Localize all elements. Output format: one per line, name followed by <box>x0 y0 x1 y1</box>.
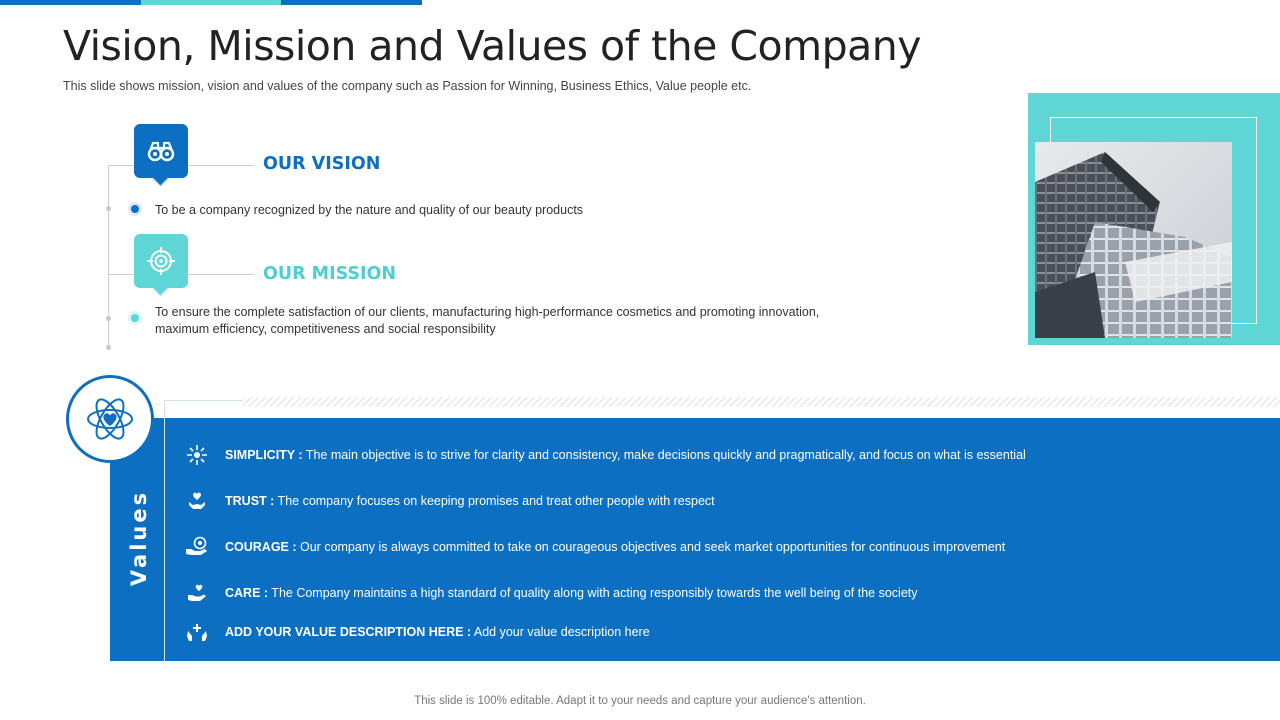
value-row-care <box>185 581 918 605</box>
value-description: The Company maintains a high standard of quality along with acting responsibly towards the well being of the society <box>268 586 918 600</box>
timeline-dot <box>106 206 111 211</box>
hands-plus-icon <box>185 620 209 644</box>
value-label: CARE : <box>225 586 269 600</box>
vision-heading: OUR VISION <box>263 154 381 174</box>
values-divider-line <box>164 400 243 401</box>
value-description: The company focuses on keeping promises and treat other people with respect <box>274 494 715 508</box>
target-icon <box>146 246 176 276</box>
connector-line <box>188 165 254 166</box>
binoculars-icon <box>146 136 176 166</box>
sparkle-icon <box>185 443 209 467</box>
vision-icon-box <box>134 124 188 178</box>
mission-bullet <box>131 314 139 322</box>
timeline-dot <box>106 316 111 321</box>
value-label: SIMPLICITY : <box>225 448 303 462</box>
value-row-trust <box>185 489 715 513</box>
accent-segment-blue <box>0 0 141 5</box>
value-label: ADD YOUR VALUE DESCRIPTION HERE : <box>225 625 472 639</box>
top-accent-bar <box>0 0 422 5</box>
value-row-simplicity <box>185 443 1026 467</box>
value-description: Our company is always committed to take on courageous objectives and seek market opportunities for continuous improvement <box>296 540 1006 554</box>
timeline-line <box>108 165 109 350</box>
accent-segment-teal <box>141 0 282 5</box>
hand-target-icon <box>185 535 209 559</box>
value-description: The main objective is to strive for clarity and consistency, make decisions quickly and pragmatically, and focus on what is essential <box>302 448 1026 462</box>
value-label: COURAGE : <box>225 540 297 554</box>
value-row-custom <box>185 620 650 644</box>
value-row-courage <box>185 535 1005 559</box>
timeline-dot <box>106 345 111 350</box>
hand-heart-icon <box>185 489 209 513</box>
value-label: TRUST : <box>225 494 275 508</box>
value-description: Add your value description here <box>471 625 650 639</box>
hand-care-icon <box>185 581 209 605</box>
slide-subtitle: This slide shows mission, vision and values of the company such as Passion for Winning, Business Ethics, Value people etc. <box>63 79 752 93</box>
building-photo <box>1035 142 1232 338</box>
vision-text: To be a company recognized by the nature and quality of our beauty products <box>155 203 584 217</box>
connector-line <box>188 274 254 275</box>
vision-bullet <box>131 205 139 213</box>
mission-text: To ensure the complete satisfaction of our clients, manufacturing high-performance cosmetics and promoting innovation, maximum efficiency, competitiveness and social responsibility <box>155 305 820 336</box>
slide-title: Vision, Mission and Values of the Company <box>63 22 921 70</box>
connector-line <box>108 274 134 275</box>
atom-heart-icon <box>85 394 135 444</box>
accent-segment-blue <box>281 0 422 5</box>
mission-icon-box <box>134 234 188 288</box>
values-icon-circle <box>66 375 154 463</box>
values-divider-line <box>164 400 165 661</box>
connector-line <box>108 165 134 166</box>
mission-heading: OUR MISSION <box>263 264 397 284</box>
values-vertical-label: Values <box>127 489 151 587</box>
slide-footer: This slide is 100% editable. Adapt it to your needs and capture your audience's attention. <box>414 695 866 707</box>
values-hatch-pattern <box>243 397 1280 407</box>
